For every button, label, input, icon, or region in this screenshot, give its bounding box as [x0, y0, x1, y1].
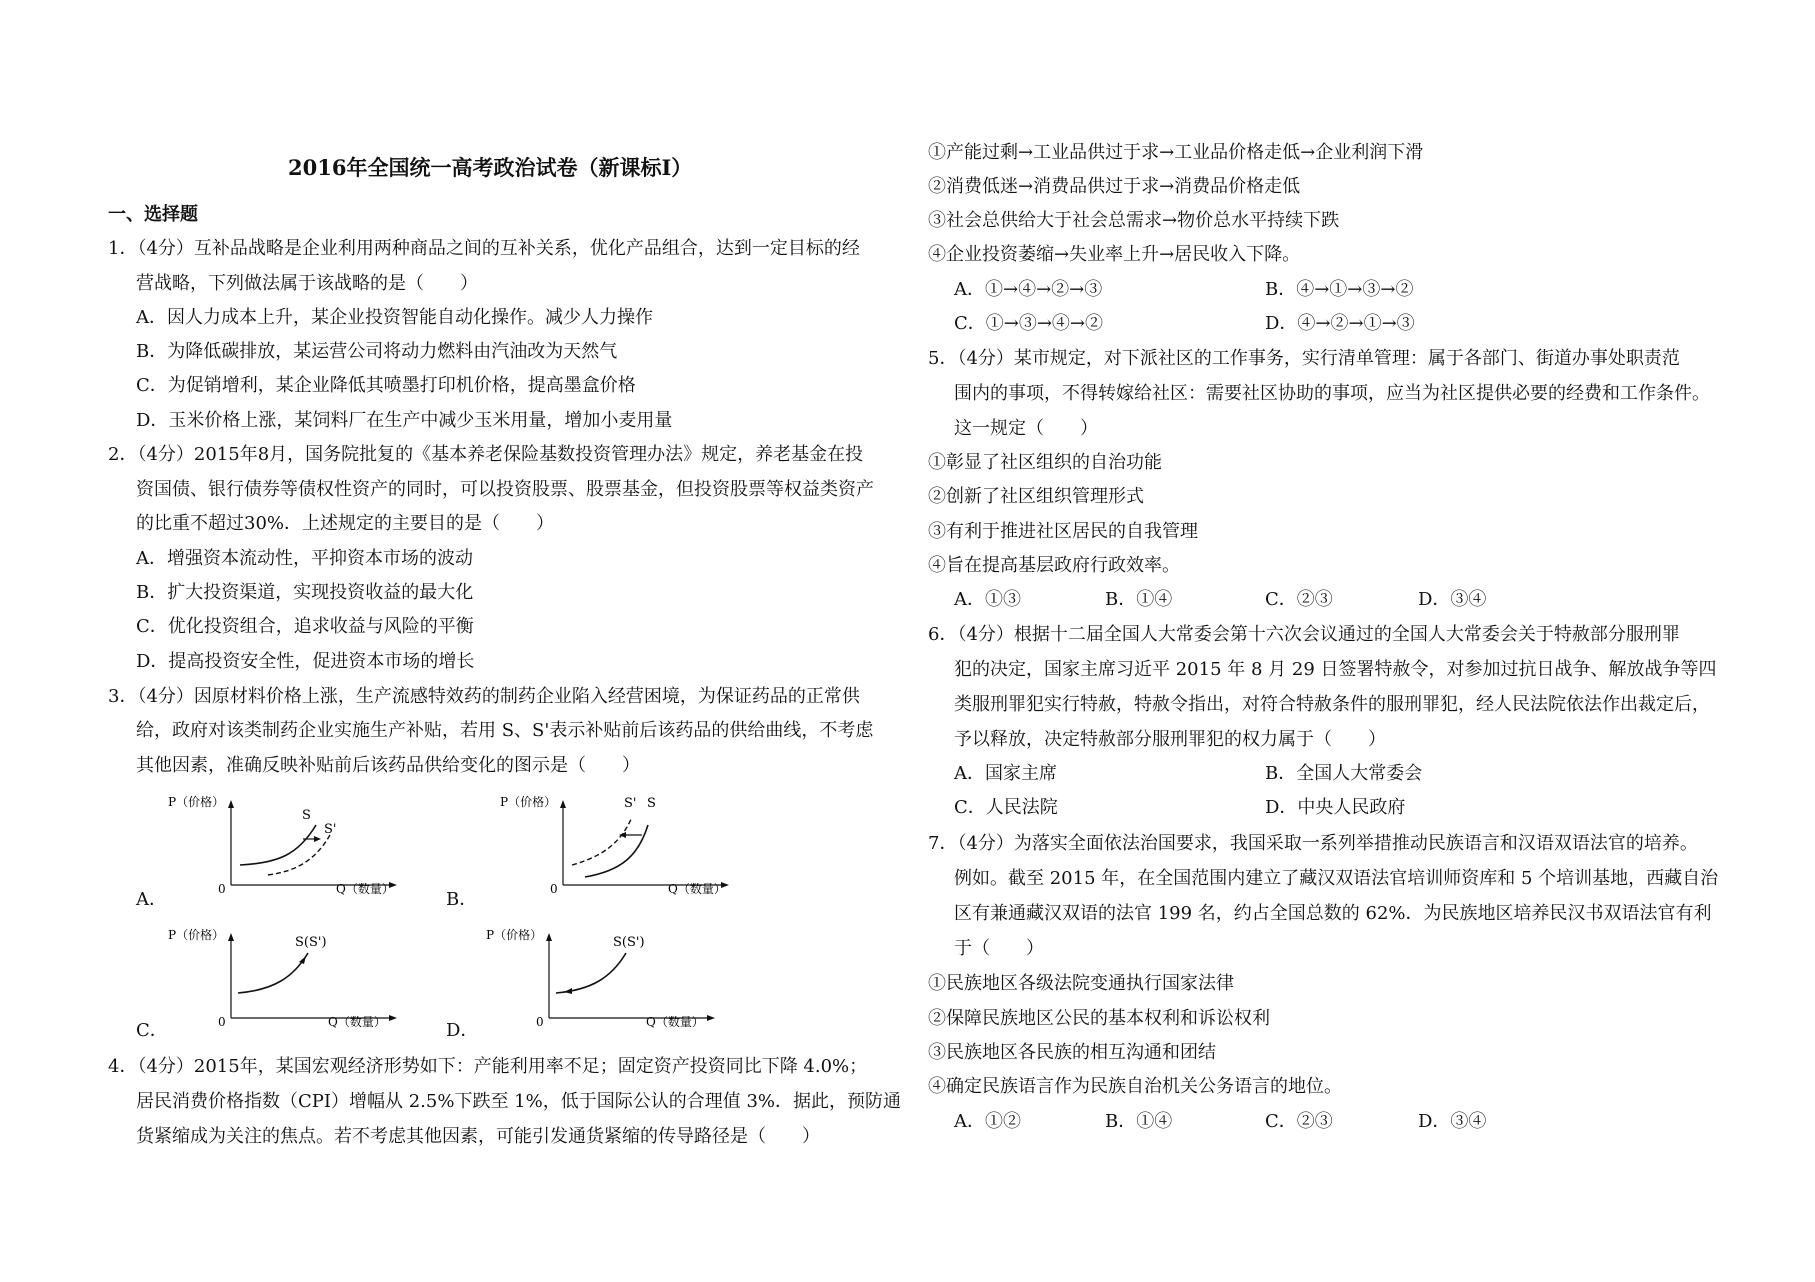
- question-stem-line: 例如。截至 2015 年，在全国范围内建立了藏汉双语法官培训师资库和 5 个培训基地，西藏自治: [954, 868, 1719, 889]
- statement-4: ④旨在提高基层政府行政效率。: [928, 555, 1180, 576]
- option-b: B．①④: [1105, 589, 1173, 610]
- option-d: D．④→②→①→③: [1265, 313, 1415, 334]
- question-stem-line: 这一规定（ ）: [954, 418, 1098, 439]
- question-stem-line: 5．（4分）某市规定，对下派社区的工作事务，实行清单管理：属于各部门、街道办事处职责范: [928, 348, 1680, 369]
- question-stem-line: 的比重不超过30%．上述规定的主要目的是（ ）: [136, 513, 555, 534]
- question-stem-line: 区有兼通藏汉双语的法官 199 名，约占全国总数的 62%．为民族地区培养民汉书双语法官有利: [954, 903, 1712, 924]
- question-stem-line: 2．（4分）2015年8月，国务院批复的《基本养老保险基数投资管理办法》规定，养老基金在投: [108, 444, 864, 465]
- statement-3: ③有利于推进社区居民的自我管理: [928, 521, 1198, 542]
- option-a: A．①③: [954, 589, 1021, 610]
- question-stem-line: 7．（4分）为落实全面依法治国要求，我国采取一系列举措推动民族语言和汉语双语法官的培养。: [928, 833, 1698, 854]
- question-stem-line: 4．（4分）2015年，某国宏观经济形势如下：产能利用率不足；固定资产投资同比下降 4.0%；: [108, 1056, 868, 1077]
- curve-label: S(S'): [295, 935, 327, 950]
- graph-option-a: A．: [136, 889, 167, 910]
- question-stem-line: 予以释放，决定特赦部分服刑罪犯的权力属于（ ）: [954, 729, 1386, 750]
- graph-b: [500, 795, 730, 895]
- option-b: B．①④: [1105, 1111, 1173, 1132]
- option-c: C．①→③→④→②: [954, 313, 1104, 334]
- section-heading: 一、选择题: [108, 204, 198, 225]
- supply-curve: [238, 953, 308, 993]
- axis-origin: 0: [550, 882, 558, 896]
- page-title: 2016年全国统一高考政治试卷（新课标I）: [288, 155, 693, 180]
- statement-2: ②消费低迷→消费品供过于求→消费品价格走低: [928, 176, 1301, 197]
- statement-4: ④企业投资萎缩→失业率上升→居民收入下降。: [928, 244, 1301, 265]
- question-stem-line: 犯的决定，国家主席习近平 2015 年 8 月 29 日签署特赦令，对参加过抗日战争、解放战争等四: [954, 659, 1717, 680]
- axis-y-label: P（价格）: [500, 795, 557, 809]
- axis-y-label: P（价格）: [168, 795, 225, 809]
- statement-2: ②保障民族地区公民的基本权利和诉讼权利: [928, 1008, 1270, 1029]
- curve-arrow: [564, 988, 572, 994]
- curve-label-2: S': [324, 822, 337, 837]
- graph-option-b: B．: [446, 889, 478, 910]
- graph-a: [168, 795, 398, 895]
- statement-1: ①彰显了社区组织的自治功能: [928, 452, 1162, 473]
- question-stem-line: 其他因素，准确反映补贴前后该药品供给变化的图示是（ ）: [136, 755, 640, 776]
- option-b: B．全国人大常委会: [1265, 763, 1423, 784]
- option-a: A．①→④→②→③: [954, 279, 1103, 300]
- supply-curve-s: [240, 825, 316, 865]
- option-d: D．中央人民政府: [1265, 797, 1406, 818]
- curve-label-1: S': [624, 796, 637, 811]
- curve-label: S(S'): [613, 935, 645, 950]
- axis-x-label: Q（数量）: [646, 1015, 704, 1029]
- statement-3: ③民族地区各民族的相互沟通和团结: [928, 1042, 1216, 1063]
- axis-origin: 0: [218, 882, 226, 896]
- option-c: C．②③: [1265, 589, 1333, 610]
- axis-x-label: Q（数量）: [668, 882, 726, 896]
- statement-3: ③社会总供给大于社会总需求→物价总水平持续下跌: [928, 210, 1340, 231]
- option-c: C．为促销增利，某企业降低其喷墨打印机价格，提高墨盒价格: [136, 375, 636, 396]
- option-b: B．扩大投资渠道，实现投资收益的最大化: [136, 582, 474, 603]
- statement-1: ①民族地区各级法院变通执行国家法律: [928, 973, 1234, 994]
- axis-x-label: Q（数量）: [328, 1015, 386, 1029]
- axis-y-label: P（价格）: [168, 928, 225, 942]
- curve-arrow: [299, 956, 306, 964]
- question-stem-line: 1．（4分）互补品战略是企业利用两种商品之间的互补关系，优化产品组合，达到一定目标的经: [108, 238, 860, 259]
- question-stem-line: 营战略，下列做法属于该战略的是（ ）: [136, 273, 478, 294]
- supply-curve: [556, 953, 626, 993]
- option-a: A．因人力成本上升，某企业投资智能自动化操作。减少人力操作: [136, 307, 653, 328]
- curve-label-1: S: [302, 808, 311, 823]
- graph-option-c: C．: [136, 1020, 168, 1041]
- option-b: B．为降低碳排放，某运营公司将动力燃料由汽油改为天然气: [136, 341, 618, 362]
- axis-origin: 0: [536, 1015, 544, 1029]
- option-d: D．玉米价格上涨，某饲料厂在生产中减少玉米用量，增加小麦用量: [136, 410, 673, 431]
- question-stem-line: 居民消费价格指数（CPI）增幅从 2.5%下跌至 1%，低于国际公认的合理值 3%．据此，预防通: [136, 1091, 901, 1112]
- option-a: A．国家主席: [954, 763, 1057, 784]
- graph-option-d: D．: [446, 1020, 479, 1041]
- option-c: C．优化投资组合，追求收益与风险的平衡: [136, 616, 474, 637]
- statement-1: ①产能过剩→工业品供过于求→工业品价格走低→企业利润下滑: [928, 142, 1424, 163]
- option-c: C．②③: [1265, 1111, 1333, 1132]
- supply-curve-s-prime: [268, 835, 330, 875]
- option-d: D．③④: [1418, 1111, 1487, 1132]
- axis-x-label: Q（数量）: [336, 882, 394, 896]
- question-stem-line: 给，政府对该类制药企业实施生产补贴，若用 S、S'表示补贴前后该药品的供给曲线，不考虑: [136, 720, 874, 741]
- option-a: A．增强资本流动性，平抑资本市场的波动: [136, 548, 473, 569]
- graph-d: [486, 928, 716, 1028]
- question-stem-line: 6．（4分）根据十二届全国人大常委会第十六次会议通过的全国人大常委会关于特赦部分服刑罪: [928, 624, 1680, 645]
- axis-origin: 0: [218, 1015, 226, 1029]
- option-d: D．提高投资安全性，促进资本市场的增长: [136, 651, 475, 672]
- curve-label-2: S: [647, 796, 656, 811]
- option-c: C．人民法院: [954, 797, 1058, 818]
- option-d: D．③④: [1418, 589, 1487, 610]
- question-stem-line: 3．（4分）因原材料价格上涨，生产流感特效药的制药企业陷入经营困境，为保证药品的正常供: [108, 686, 860, 707]
- question-stem-line: 资国债、银行债券等债权性资产的同时，可以投资股票、股票基金，但投资股票等权益类资产: [136, 479, 874, 500]
- axis-y-label: P（价格）: [486, 928, 543, 942]
- question-stem-line: 于（ ）: [954, 938, 1044, 959]
- question-stem-line: 货紧缩成为关注的焦点。若不考虑其他因素，可能引发通货紧缩的传导路径是（ ）: [136, 1126, 820, 1147]
- question-stem-line: 围内的事项，不得转嫁给社区：需要社区协助的事项，应当为社区提供必要的经费和工作条件。: [954, 383, 1710, 404]
- statement-4: ④确定民族语言作为民族自治机关公务语言的地位。: [928, 1076, 1342, 1097]
- option-b: B．④→①→③→②: [1265, 279, 1414, 300]
- question-stem-line: 类服刑罪犯实行特赦，特赦令指出，对符合特赦条件的服刑罪犯，经人民法院依法作出裁定后，: [954, 694, 1710, 715]
- supply-curve-s-prime: [572, 817, 632, 865]
- graph-c: [168, 928, 398, 1028]
- supply-curve-s: [585, 825, 648, 877]
- option-a: A．①②: [954, 1111, 1021, 1132]
- statement-2: ②创新了社区组织管理形式: [928, 486, 1144, 507]
